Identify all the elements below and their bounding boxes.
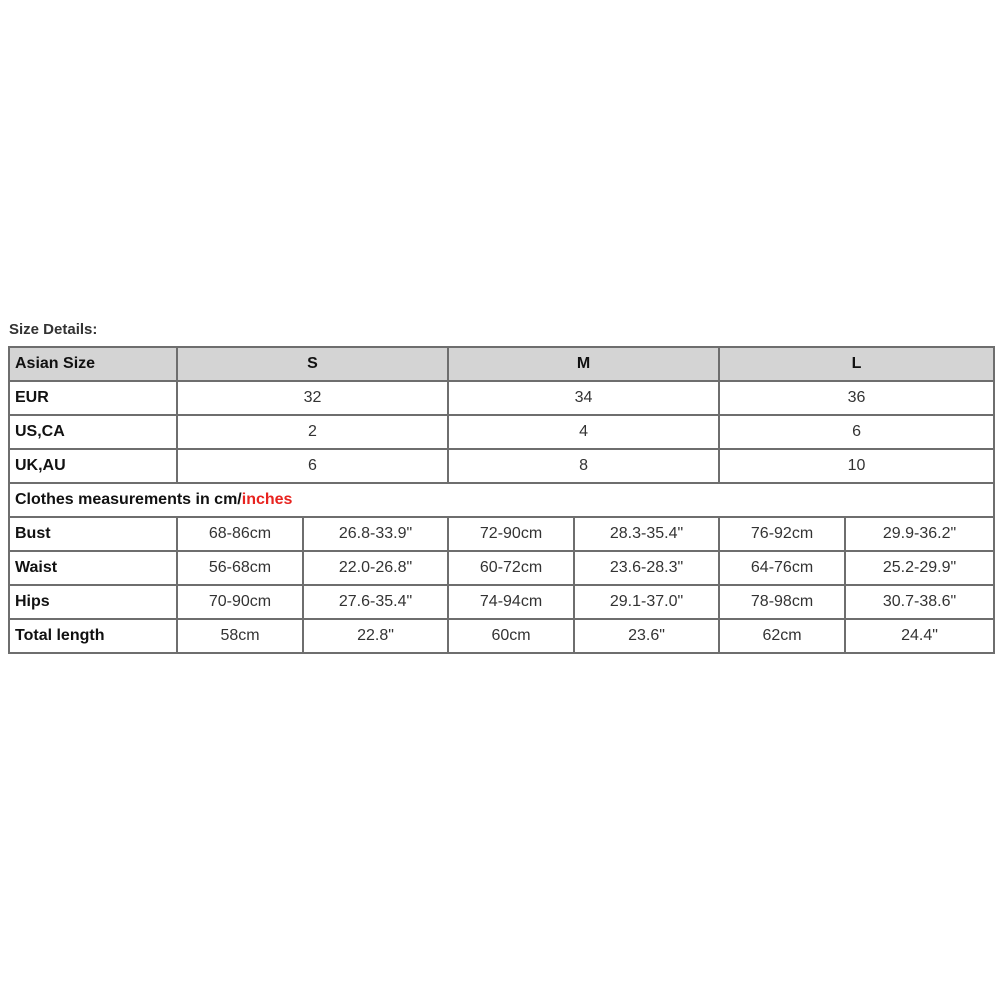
section-row xyxy=(9,483,994,517)
inch-cell: 27.6-35.4" xyxy=(303,585,448,619)
row-label: Waist xyxy=(9,551,177,585)
inch-cell: 22.8" xyxy=(303,619,448,653)
page-title: Size Details: xyxy=(9,321,98,338)
table-cell: 32 xyxy=(177,381,448,415)
cm-cell: 58cm xyxy=(177,619,303,653)
table-row xyxy=(9,517,994,551)
table-cell: 8 xyxy=(448,449,719,483)
size-header-l: L xyxy=(719,347,994,381)
table-row xyxy=(9,381,994,415)
inch-cell: 26.8-33.9" xyxy=(303,517,448,551)
table-row xyxy=(9,585,994,619)
header-label-cell: Asian Size xyxy=(9,347,177,381)
table-cell: 36 xyxy=(719,381,994,415)
inch-cell: 23.6-28.3" xyxy=(574,551,719,585)
cm-cell: 64-76cm xyxy=(719,551,845,585)
cm-cell: 76-92cm xyxy=(719,517,845,551)
inch-cell: 30.7-38.6" xyxy=(845,585,994,619)
cm-cell: 60cm xyxy=(448,619,574,653)
table-row xyxy=(9,551,994,585)
section-prefix: Clothes measurements in cm/ xyxy=(15,491,242,508)
cm-cell: 74-94cm xyxy=(448,585,574,619)
cm-cell: 68-86cm xyxy=(177,517,303,551)
section-heading xyxy=(9,483,994,517)
table-cell: 4 xyxy=(448,415,719,449)
inch-cell: 25.2-29.9" xyxy=(845,551,994,585)
table-cell: 34 xyxy=(448,381,719,415)
inch-cell: 22.0-26.8" xyxy=(303,551,448,585)
row-label: Hips xyxy=(9,585,177,619)
inch-cell: 23.6" xyxy=(574,619,719,653)
cm-cell: 70-90cm xyxy=(177,585,303,619)
cm-cell: 56-68cm xyxy=(177,551,303,585)
size-chart-table xyxy=(8,346,995,654)
table-cell: 10 xyxy=(719,449,994,483)
table-cell: 6 xyxy=(719,415,994,449)
row-label: UK,AU xyxy=(9,449,177,483)
inch-cell: 28.3-35.4" xyxy=(574,517,719,551)
table-row xyxy=(9,415,994,449)
cm-cell: 72-90cm xyxy=(448,517,574,551)
row-label: US,CA xyxy=(9,415,177,449)
table-row xyxy=(9,619,994,653)
row-label: Bust xyxy=(9,517,177,551)
inch-cell: 24.4" xyxy=(845,619,994,653)
row-label: EUR xyxy=(9,381,177,415)
inch-cell: 29.9-36.2" xyxy=(845,517,994,551)
row-label: Total length xyxy=(9,619,177,653)
cm-cell: 62cm xyxy=(719,619,845,653)
size-header-m: M xyxy=(448,347,719,381)
cm-cell: 60-72cm xyxy=(448,551,574,585)
header-row xyxy=(9,347,994,381)
section-highlight: inches xyxy=(241,491,293,508)
table-cell: 2 xyxy=(177,415,448,449)
cm-cell: 78-98cm xyxy=(719,585,845,619)
inch-cell: 29.1-37.0" xyxy=(574,585,719,619)
table-cell: 6 xyxy=(177,449,448,483)
size-header-s: S xyxy=(177,347,448,381)
table-row xyxy=(9,449,994,483)
